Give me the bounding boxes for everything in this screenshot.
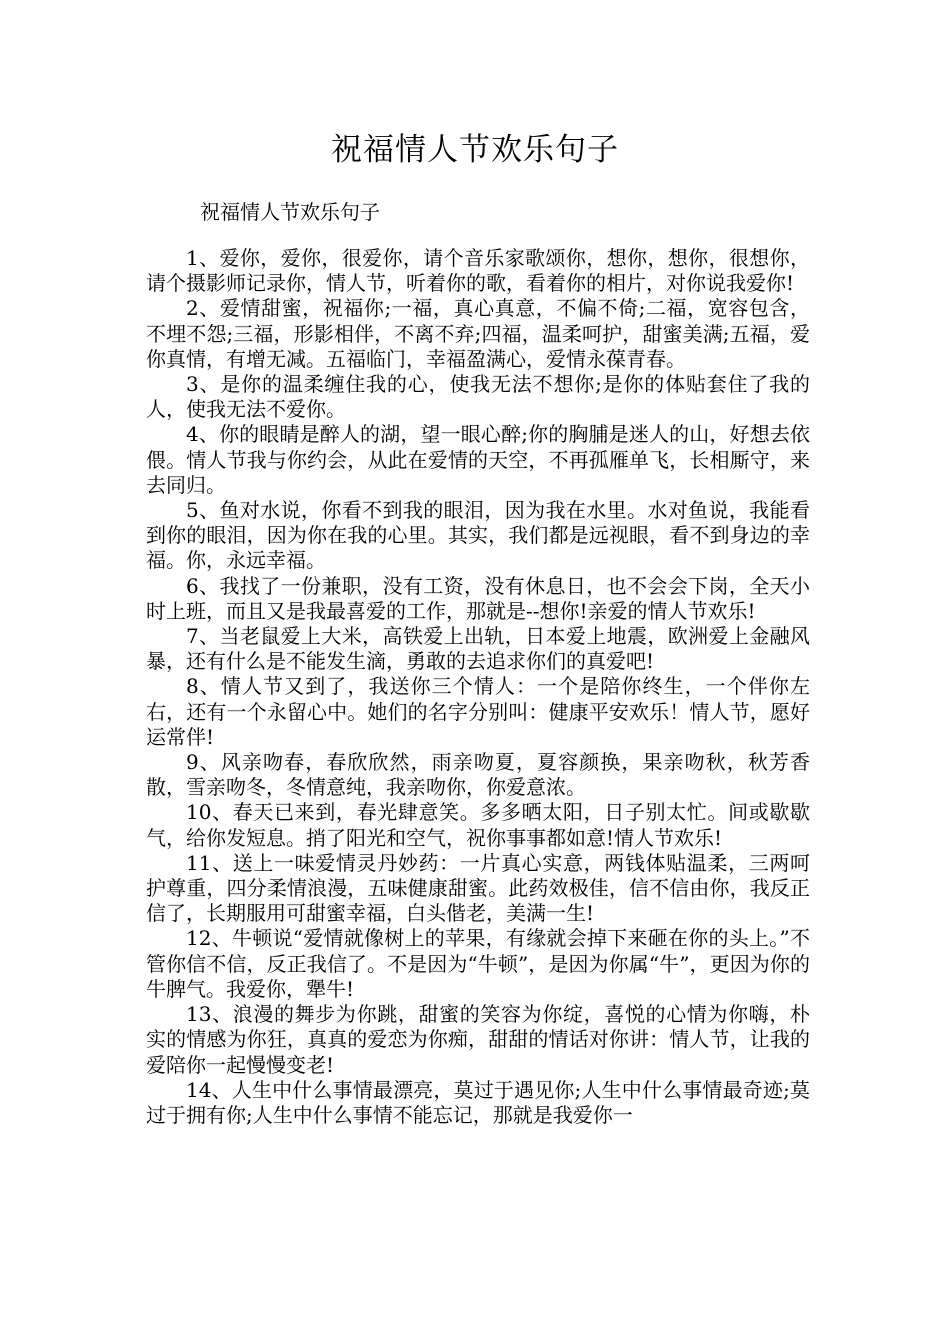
- paragraph: 12、牛顿说“爱情就像树上的苹果，有缘就会掉下来砸在你的头上。”不管你信不信，反正我信了。不是因为“牛顿”，是因为你属“牛”，更因为你的牛脾气。我爱你，犟牛!: [146, 926, 810, 1001]
- paragraph: 3、是你的温柔缠住我的心，使我无法不想你;是你的体贴套住了我的人，使我无法不爱你。: [146, 372, 810, 422]
- paragraph: 5、鱼对水说，你看不到我的眼泪，因为我在水里。水对鱼说，我能看到你的眼泪，因为你在我的心里。其实，我们都是远视眼，看不到身边的幸福。你，永远幸福。: [146, 498, 810, 573]
- paragraph: 13、浪漫的舞步为你跳，甜蜜的笑容为你绽，喜悦的心情为你嗨，朴实的情感为你狂，真真的爱恋为你痴，甜甜的情话对你讲：情人节，让我的爱陪你一起慢慢变老!: [146, 1002, 810, 1077]
- paragraph: 11、送上一味爱情灵丹妙药：一片真心实意，两钱体贴温柔，三两呵护尊重，四分柔情浪漫，五味健康甜蜜。此药效极佳，信不信由你，我反正信了，长期服用可甜蜜幸福，白头偕老，美满一生!: [146, 850, 810, 926]
- paragraph: 4、你的眼睛是醉人的湖，望一眼心醉;你的胸脯是迷人的山，好想去依偎。情人节我与你约会，从此在爱情的天空，不再孤雁单飞，长相厮守，来去同归。: [146, 422, 810, 497]
- paragraph: 7、当老鼠爱上大米，高铁爱上出轨，日本爱上地震，欧洲爱上金融风暴，还有什么是不能发生滴，勇敢的去追求你们的真爱吧!: [146, 624, 810, 674]
- paragraph: 9、风亲吻春，春欣欣然，雨亲吻夏，夏容颜换，果亲吻秋，秋芳香散，雪亲吻冬，冬情意纯，我亲吻你，你爱意浓。: [146, 750, 810, 800]
- paragraph: 8、情人节又到了，我送你三个情人：一个是陪你终生，一个伴你左右，还有一个永留心中。她们的名字分别叫：健康平安欢乐！情人节，愿好运常伴!: [146, 674, 810, 749]
- document-body: [146, 246, 810, 1128]
- paragraph: 2、爱情甜蜜，祝福你;一福，真心真意，不偏不倚;二福，宽容包含，不埋不怨;三福，形影相伴，不离不弃;四福，温柔呵护，甜蜜美满;五福，爱你真情，有增无减。五福临门，幸福盈满心，爱情永葆青春。: [146, 296, 810, 371]
- paragraph: 10、春天已来到，春光肆意笑。多多晒太阳，日子别太忙。间或歇歇气，给你发短息。捎了阳光和空气，祝你事事都如意!情人节欢乐!: [146, 800, 810, 850]
- paragraph: 6、我找了一份兼职，没有工资，没有休息日，也不会会下岗，全天小时上班，而且又是我最喜爱的工作，那就是--想你!亲爱的情人节欢乐!: [146, 573, 810, 623]
- paragraph: 1、爱你，爱你，很爱你，请个音乐家歌颂你，想你，想你，很想你，请个摄影师记录你，情人节，听着你的歌，看着你的相片，对你说我爱你!: [146, 246, 810, 296]
- document-title: 祝福情人节欢乐句子: [331, 132, 619, 168]
- paragraph: 14、人生中什么事情最漂亮，莫过于遇见你;人生中什么事情最奇迹;莫过于拥有你;人生中什么事情不能忘记，那就是我爱你一: [146, 1077, 810, 1127]
- document-subtitle: 祝福情人节欢乐句子: [200, 200, 380, 224]
